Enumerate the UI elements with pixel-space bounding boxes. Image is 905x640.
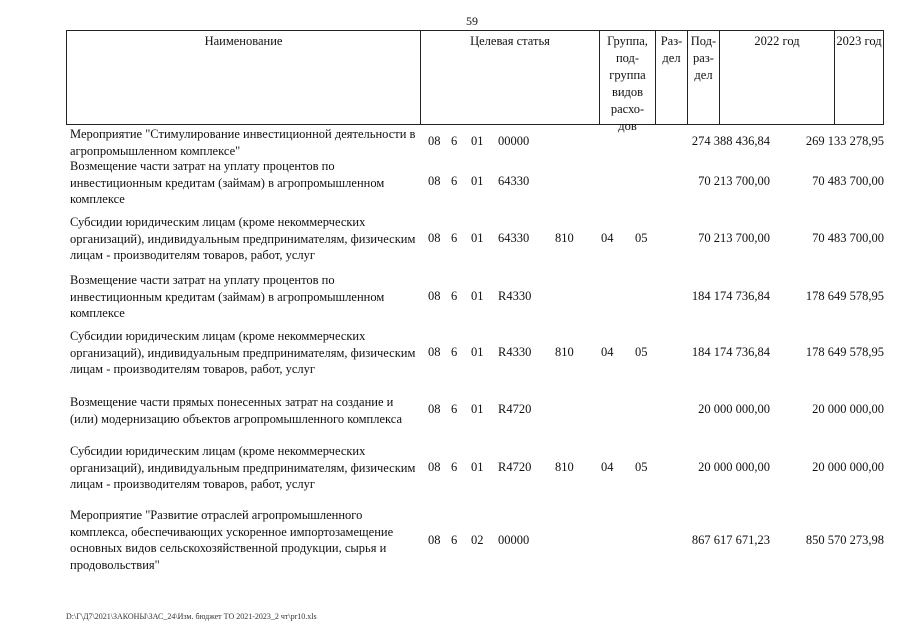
row-code-subprogram: 6 xyxy=(451,345,458,359)
row-amount-2023: 178 649 578,95 xyxy=(805,289,884,303)
row-code-event: 01 xyxy=(471,174,484,188)
row-amount-2023: 20 000 000,00 xyxy=(812,402,884,416)
row-code-subprogram: 6 xyxy=(451,533,458,547)
file-path-footer: D:\Г\Д7\2021\ЗАКОНЫ\ЗАС_24\Изм. бюджет ТО 2021-2023_2 чт\pr10.xls xyxy=(66,612,317,621)
row-code-direction: R4330 xyxy=(498,345,532,359)
row-section: 04 xyxy=(601,345,614,359)
row-subsection: 05 xyxy=(635,231,648,245)
row-amount-2022: 70 213 700,00 xyxy=(698,174,770,188)
row-amount-2022: 867 617 671,23 xyxy=(691,533,770,547)
row-code-direction: 64330 xyxy=(498,174,530,188)
row-code-direction: R4330 xyxy=(498,289,532,303)
row-amount-2022: 70 213 700,00 xyxy=(698,231,770,245)
row-amount-2022: 20 000 000,00 xyxy=(698,460,770,474)
row-code-subprogram: 6 xyxy=(451,402,458,416)
row-name: Возмещение части прямых понесенных затрат на создание и (или) модернизацию объектов агропромышленного комплекса xyxy=(70,395,403,426)
row-amount-2023: 178 649 578,95 xyxy=(805,345,884,359)
header-group-line: под- xyxy=(615,51,640,65)
row-amount-2023: 20 000 000,00 xyxy=(812,460,884,474)
row-expense-group: 810 xyxy=(555,460,574,474)
row-section: 04 xyxy=(601,460,614,474)
row-name: Субсидии юридическим лицам (кроме некоммерческих организаций), индивидуальным предпринимателям, физическим лицам - производителям товаров, работ, услуг xyxy=(70,329,416,376)
row-amount-2022: 184 174 736,84 xyxy=(691,289,770,303)
header-group-line: расхо- xyxy=(610,102,645,116)
row-subsection: 05 xyxy=(635,460,648,474)
row-code-direction: R4720 xyxy=(498,402,532,416)
row-code-event: 02 xyxy=(471,533,484,547)
row-code-event: 01 xyxy=(471,134,484,148)
table-header xyxy=(66,30,884,133)
row-code-event: 01 xyxy=(471,289,484,303)
row-amount-2022: 274 388 436,84 xyxy=(691,134,770,148)
row-code-program: 08 xyxy=(428,402,441,416)
header-section-line: дел xyxy=(662,51,681,65)
row-code-program: 08 xyxy=(428,174,441,188)
row-amount-2023: 269 133 278,95 xyxy=(805,134,884,148)
row-code-event: 01 xyxy=(471,402,484,416)
row-code-program: 08 xyxy=(428,231,441,245)
row-section: 04 xyxy=(601,231,614,245)
header-subsection-line: Под- xyxy=(690,34,717,48)
row-subsection: 05 xyxy=(635,345,648,359)
row-code-event: 01 xyxy=(471,231,484,245)
header-section-line: Раз- xyxy=(660,34,683,48)
header-subsection-line: раз- xyxy=(693,51,714,65)
row-code-program: 08 xyxy=(428,460,441,474)
header-year-2023: 2023 год xyxy=(836,34,882,48)
row-code-program: 08 xyxy=(428,134,441,148)
row-code-event: 01 xyxy=(471,345,484,359)
header-expense-group xyxy=(600,31,656,133)
row-expense-group: 810 xyxy=(555,345,574,359)
row-name: Мероприятие "Стимулирование инвестиционной деятельности в агропромышленном комплексе" xyxy=(70,127,416,158)
row-name: Возмещение части затрат на уплату процентов по инвестиционным кредитам (займам) в агропромышленном комплексе xyxy=(70,159,385,206)
header-target-article: Целевая статья xyxy=(421,31,600,124)
row-code-subprogram: 6 xyxy=(451,174,458,188)
header-group-line: дов xyxy=(618,119,637,133)
row-name: Мероприятие "Развитие отраслей агропромышленного комплекса, обеспечивающих ускоренное импортозамещение основных видов сельскохозяйственной продукции, сырья и продовольствия" xyxy=(70,508,394,572)
row-expense-group: 810 xyxy=(555,231,574,245)
row-amount-2023: 850 570 273,98 xyxy=(805,533,884,547)
header-section xyxy=(656,31,688,124)
row-name: Субсидии юридическим лицам (кроме некоммерческих организаций), индивидуальным предпринимателям, физическим лицам - производителям товаров, работ, услуг xyxy=(70,444,416,491)
page-number: 59 xyxy=(466,14,478,28)
row-code-direction: 00000 xyxy=(498,134,530,148)
row-amount-2023: 70 483 700,00 xyxy=(812,174,884,188)
row-code-subprogram: 6 xyxy=(451,231,458,245)
header-name: Наименование xyxy=(67,31,421,124)
header-group-line: видов xyxy=(611,85,644,99)
row-code-direction: 64330 xyxy=(498,231,530,245)
header-year-2022: 2022 год xyxy=(720,31,835,124)
header-group-line: группа xyxy=(609,68,646,82)
row-code-program: 08 xyxy=(428,345,441,359)
row-code-event: 01 xyxy=(471,460,484,474)
row-code-direction: R4720 xyxy=(498,460,532,474)
row-amount-2022: 20 000 000,00 xyxy=(698,402,770,416)
row-name: Возмещение части затрат на уплату процентов по инвестиционным кредитам (займам) в агропромышленном комплексе xyxy=(70,273,385,320)
row-amount-2023: 70 483 700,00 xyxy=(812,231,884,245)
row-code-program: 08 xyxy=(428,289,441,303)
row-code-direction: 00000 xyxy=(498,533,530,547)
header-subsection xyxy=(688,31,720,124)
header-group-line: Группа, xyxy=(607,34,648,48)
row-name: Субсидии юридическим лицам (кроме некоммерческих организаций), индивидуальным предпринимателям, физическим лицам - производителям товаров, работ, услуг xyxy=(70,215,416,262)
row-amount-2022: 184 174 736,84 xyxy=(691,345,770,359)
row-code-subprogram: 6 xyxy=(451,460,458,474)
row-code-subprogram: 6 xyxy=(451,289,458,303)
row-code-subprogram: 6 xyxy=(451,134,458,148)
row-code-program: 08 xyxy=(428,533,441,547)
header-subsection-line: дел xyxy=(694,68,713,82)
